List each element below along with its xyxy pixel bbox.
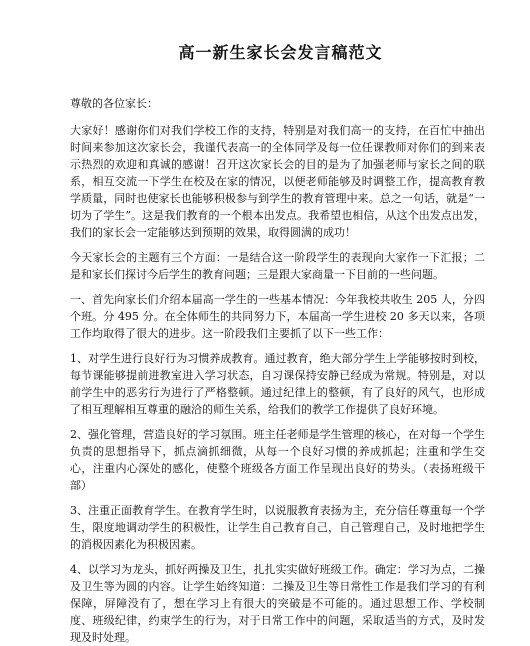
paragraph-item-4: 4、以学习为龙头，抓好两操及卫生，扎扎实实做好班级工作。确定：学习为点，二操及卫生等为圆的内容。让学生始终知道：二操及卫生等日常性工作是我们学习的有利保障，屏障没有了，想在学习上有很大的突破是不可能的。通过思想工作、学校制度、班级纪律，约束学生的行为，对于日常工作中的问题，采取适当的方式，及时发现及时处理。 <box>70 563 485 644</box>
paragraph-opening: 大家好！感谢你们对我们学校工作的支持，特别是对我们高一的支持，在百忙中抽出时间来参加这次家长会，我谨代表高一的全体同学及每一位任课教师对你们的到来表示热烈的欢迎和真诚的感谢！召开这次家长会的目的是为了加强老师与家长之间的联系，相互交流一下学生在校及在家的情况，以便老师能够及时调整工作，提高教育教学质量，同时也使家长也能够积极参与到学生的教育管理中来。总之一句话，就是“一切为了学生”。这是我们教育的一个根本出发点。我希望也相信，从这个出发点出发，我们的家长会一定能够达到预期的效果，取得圆满的成功！ <box>70 124 485 239</box>
document-title: 高一新生家长会发言稿范文 <box>178 43 383 62</box>
paragraph-item-1: 1、对学生进行良好行为习惯养成教育。通过教育，绝大部分学生上学能够按时到校，每节课能够提前进教室进入学习状态，自习课保持安静已经成为常规。特别是，对以前学生中的恶劣行为进行了严格整顿。通过纪律上的整顿，有了良好的风气，也形成了相互理解相互尊重的融洽的师生关系，给我们的教学工作提供了良好环境。 <box>70 352 485 416</box>
paragraph-section-one: 一、首先向家长们介绍本届高一学生的一些基本情况：今年我校共收生 205 人，分四个班。分 495 分。在全体师生的共同努力下，本届高一学生进校 20 多天以来，各项工作均取得了很大的进步。这一阶段我们主要抓了以下一些工作： <box>70 293 485 340</box>
paragraph-item-3: 3、注重正面教育学生。在教育学生时，以说服教育表扬为主，充分信任尊重每一个学生，限度地调动学生的积极性，让学生自己教育自己，自己管理自己，及时地把学生的消极因素化为积极因素。 <box>70 504 485 551</box>
paragraph-item-2: 2、强化管理，营造良好的学习氛围。班主任老师是学生管理的核心，在对每一个学生负责的思想指导下，抓点滴抓细微，从每一个良好习惯的养成抓起；注重和学生交心，注重内心深处的感化，使整个班级各方面工作呈现出良好的势头。（表扬班级干部） <box>70 428 485 492</box>
paragraph-themes: 今天家长会的主题有三个方面：一是结合这一阶段学生的表现向大家作一下汇报；二是和家长们探讨今后学生的教育问题；三是跟大家商量一下目前的一些问题。 <box>70 251 485 281</box>
greeting: 尊敬的各位家长： <box>70 97 158 110</box>
